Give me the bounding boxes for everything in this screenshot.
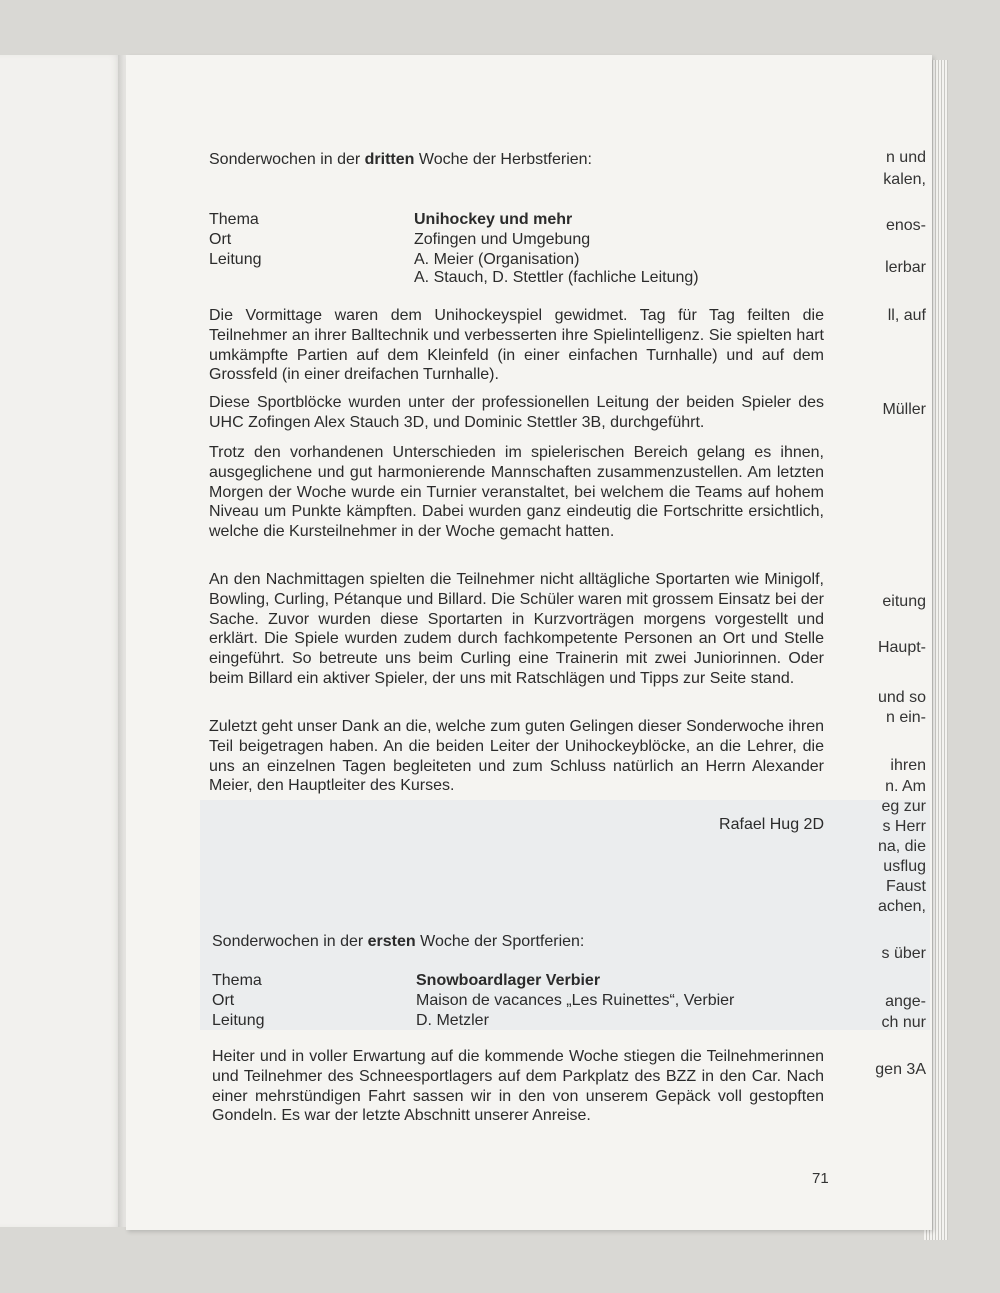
left-fragment: Faust <box>885 878 926 895</box>
heading-text: Woche der Herbstferien: <box>414 151 592 168</box>
left-page <box>0 55 122 1227</box>
paragraph: Die Vormittage waren dem Unihockeyspiel gewidmet. Tag für Tag feilten die Teilnehmer an ihrer Balltechnik und verbesserten ihre Spielintelligenz. Sie spielten hart umkämpfte Partien auf dem Kleinfeld (in einer einfachen Turnhalle) und auf dem Grossfeld (in einer dreifachen Turnhalle). <box>209 307 824 384</box>
left-fragment: enos- <box>885 217 926 234</box>
paragraph: Zuletzt geht unser Dank an die, welche zum guten Gelingen dieser Sonderwoche ihren Teil beigetragen haben. An die beiden Leiter der Unihockeyblöcke, an die Lehrer, die uns an einzelnen Tagen begleiteten und zum Schluss natürlich an Herrn Alexander Meier, den Hauptleiter des Kurses. <box>209 718 824 795</box>
left-fragment: ange- <box>885 993 926 1010</box>
heading-text: Sonderwochen in der <box>209 151 365 168</box>
left-fragment: s über <box>881 945 926 962</box>
left-fragment: n. Am <box>885 778 926 795</box>
label-thema: Thema <box>212 972 262 989</box>
value-ort: Zofingen und Umgebung <box>414 231 591 248</box>
left-fragment: n und <box>885 149 926 166</box>
heading-text: Woche der Sportferien: <box>415 933 585 950</box>
section1-heading <box>209 150 592 170</box>
label-ort: Ort <box>209 231 232 248</box>
left-fragment: achen, <box>877 898 926 915</box>
left-fragment: na, die <box>877 838 926 855</box>
page-number: 71 <box>812 1170 829 1187</box>
left-fragment: ihren <box>890 757 926 774</box>
value-ort: Maison de vacances „Les Ruinettes“, Verbier <box>416 992 735 1009</box>
paragraph: Trotz den vorhandenen Unterschieden im spielerischen Bereich gelang es ihnen, ausgeglichene und gut harmonierende Mannschaften zusammenzustellen. Am letzten Morgen der Woche wurde ein Turnier veranstaltet, bei welchem die Teams auf hohem Niveau um Punkte kämpften. Dabei wurden ganz eindeutig die Fortschritte ersichtlich, welche die Kursteilnehmer in der Woche gemacht hatten. <box>209 444 824 541</box>
left-fragment: lerbar <box>885 259 926 276</box>
value-thema: Snowboardlager Verbier <box>416 972 601 989</box>
value-leitung: A. Stauch, D. Stettler (fachliche Leitung) <box>414 269 699 286</box>
left-fragment: Müller <box>882 401 926 418</box>
left-fragment: Haupt- <box>877 639 926 656</box>
left-fragment: usflug <box>883 858 926 875</box>
left-fragment: n ein- <box>885 709 926 726</box>
author: Rafael Hug 2D <box>719 816 824 833</box>
label-ort: Ort <box>212 992 235 1009</box>
paragraph: Diese Sportblöcke wurden unter der professionellen Leitung der beiden Spieler des UHC Zofingen Alex Stauch 3D, und Dominic Stettler 3B, durchgeführt. <box>209 394 824 431</box>
value-leitung: A. Meier (Organisation) <box>414 251 580 268</box>
left-fragment: gen 3A <box>875 1061 926 1078</box>
paragraph: An den Nachmittagen spielten die Teilnehmer nicht alltägliche Sportarten wie Minigolf, Bowling, Curling, Pétanque und Billard. Die Schüler waren mit grossem Einsatz bei der Sache. Zuvor wurden diese Sportarten in Kurzvorträgen morgens vorgestellt und erklärt. Die Spiele wurden zudem durch fachkompetente Personen an Ort und Stelle eingeführt. So betreute uns beim Curling eine Trainerin mit zwei Juniorinnen. Oder beim Billard ein aktiver Spieler, der uns mit Ratschlägen und Tipps zur Seite stand. <box>209 571 824 687</box>
left-fragment: s Herr <box>882 818 926 835</box>
left-fragment: eitung <box>882 593 926 610</box>
left-fragment: kalen, <box>883 171 926 188</box>
label-leitung: Leitung <box>209 251 262 268</box>
left-fragment: ch nur <box>881 1014 926 1031</box>
paragraph: Heiter und in voller Erwartung auf die kommende Woche stiegen die Teilnehmerinnen und Teilnehmer des Schneesportlagers auf dem Parkplatz des BZZ in den Car. Nach einer mehrstündigen Fahrt sassen wir in den von unserem Gepäck voll gestopften Gondeln. Es war der letzte Abschnitt unserer Anreise. <box>212 1048 824 1125</box>
left-fragment: und so <box>877 689 926 706</box>
heading-bold-text: dritten <box>364 151 415 168</box>
label-thema: Thema <box>209 211 259 228</box>
left-fragment: eg zur <box>881 798 926 815</box>
label-leitung: Leitung <box>212 1012 265 1029</box>
value-thema: Unihockey und mehr <box>414 211 573 228</box>
heading-text: Sonderwochen in der <box>212 933 368 950</box>
value-leitung: D. Metzler <box>416 1012 489 1029</box>
left-fragment: ll, auf <box>887 307 926 324</box>
heading-bold-text: ersten <box>367 933 416 950</box>
section2-heading <box>212 932 584 952</box>
